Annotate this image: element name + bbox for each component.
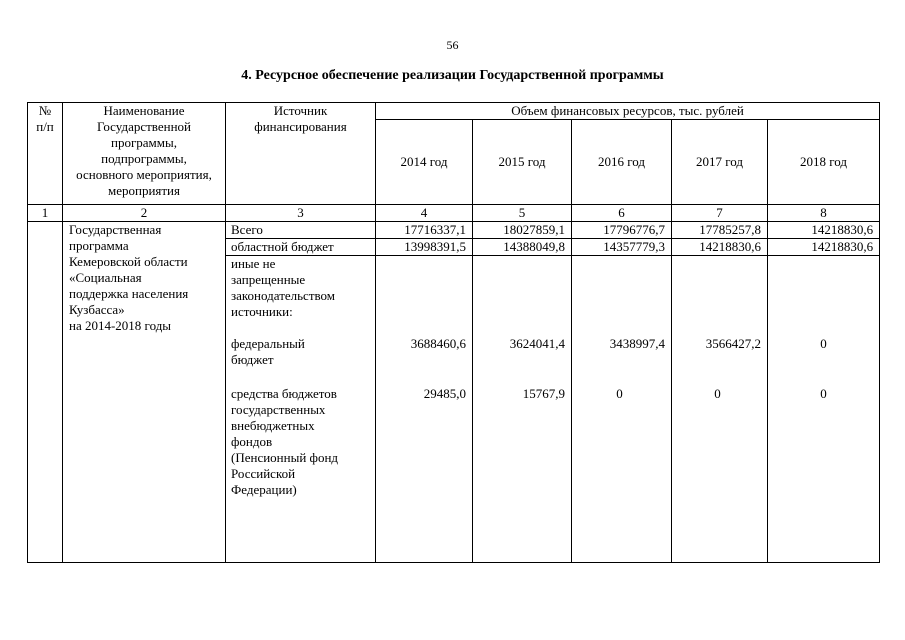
value-cell	[376, 256, 473, 563]
source-federal-block: федеральный бюджет	[231, 336, 305, 367]
table-row-total	[28, 222, 880, 239]
federal-value: 3566427,2	[705, 336, 761, 351]
column-number: 3	[226, 205, 376, 222]
column-numbers-row	[28, 205, 880, 222]
program-name-cell: Государственная программа Кемеровской области «Социальная поддержка населения Кузбасса» на 2014-2018 годы	[63, 222, 226, 563]
value-cell: 17785257,8	[672, 222, 768, 239]
source-cell: областной бюджет	[226, 239, 376, 256]
value-cell: 14218830,6	[672, 239, 768, 256]
header-volume: Объем финансовых ресурсов, тыс. рублей	[376, 103, 880, 120]
resource-table	[27, 102, 880, 563]
page-number: 56	[446, 38, 459, 52]
federal-value: 0	[820, 336, 827, 351]
source-cell: Всего	[226, 222, 376, 239]
header-source: Источник финансирования	[226, 103, 376, 205]
value-cell	[672, 256, 768, 563]
header-year: 2017 год	[672, 120, 768, 205]
value-cell: 18027859,1	[473, 222, 572, 239]
value-cell: 14388049,8	[473, 239, 572, 256]
federal-value: 3624041,4	[509, 336, 565, 351]
funds-value: 0	[820, 386, 827, 401]
value-cell	[768, 256, 880, 563]
value-cell: 17796776,7	[572, 222, 672, 239]
funds-value: 0	[616, 386, 623, 401]
value-cell: 13998391,5	[376, 239, 473, 256]
funds-value: 29485,0	[423, 386, 466, 401]
header-row	[28, 103, 880, 120]
value-cell: 14218830,6	[768, 239, 880, 256]
row-num-cell	[28, 222, 63, 563]
header-year: 2016 год	[572, 120, 672, 205]
header-num: № п/п	[28, 103, 63, 205]
column-number: 1	[28, 205, 63, 222]
column-number: 5	[473, 205, 572, 222]
value-cell: 14218830,6	[768, 222, 880, 239]
column-number: 8	[768, 205, 880, 222]
column-number: 6	[572, 205, 672, 222]
header-year: 2015 год	[473, 120, 572, 205]
funds-value: 15767,9	[522, 386, 565, 401]
header-year: 2018 год	[768, 120, 880, 205]
funds-value: 0	[714, 386, 721, 401]
federal-value: 3688460,6	[410, 336, 466, 351]
source-cell	[226, 256, 376, 563]
column-number: 4	[376, 205, 473, 222]
column-number: 2	[63, 205, 226, 222]
value-cell: 14357779,3	[572, 239, 672, 256]
header-name: Наименование Государственной программы, подпрограммы, основного мероприятия, мероприятия	[63, 103, 226, 205]
header-year: 2014 год	[376, 120, 473, 205]
value-cell	[473, 256, 572, 563]
source-funds-block: средства бюджетов государственных внебюджетных фондов (Пенсионный фонд Российской Федерации)	[231, 386, 339, 497]
column-number: 7	[672, 205, 768, 222]
value-cell	[572, 256, 672, 563]
value-cell: 17716337,1	[376, 222, 473, 239]
page-title: 4. Ресурсное обеспечение реализации Государственной программы	[241, 68, 664, 83]
federal-value: 3438997,4	[609, 336, 665, 351]
source-other-block: иные не запрещенные законодательством источники:	[231, 256, 336, 319]
